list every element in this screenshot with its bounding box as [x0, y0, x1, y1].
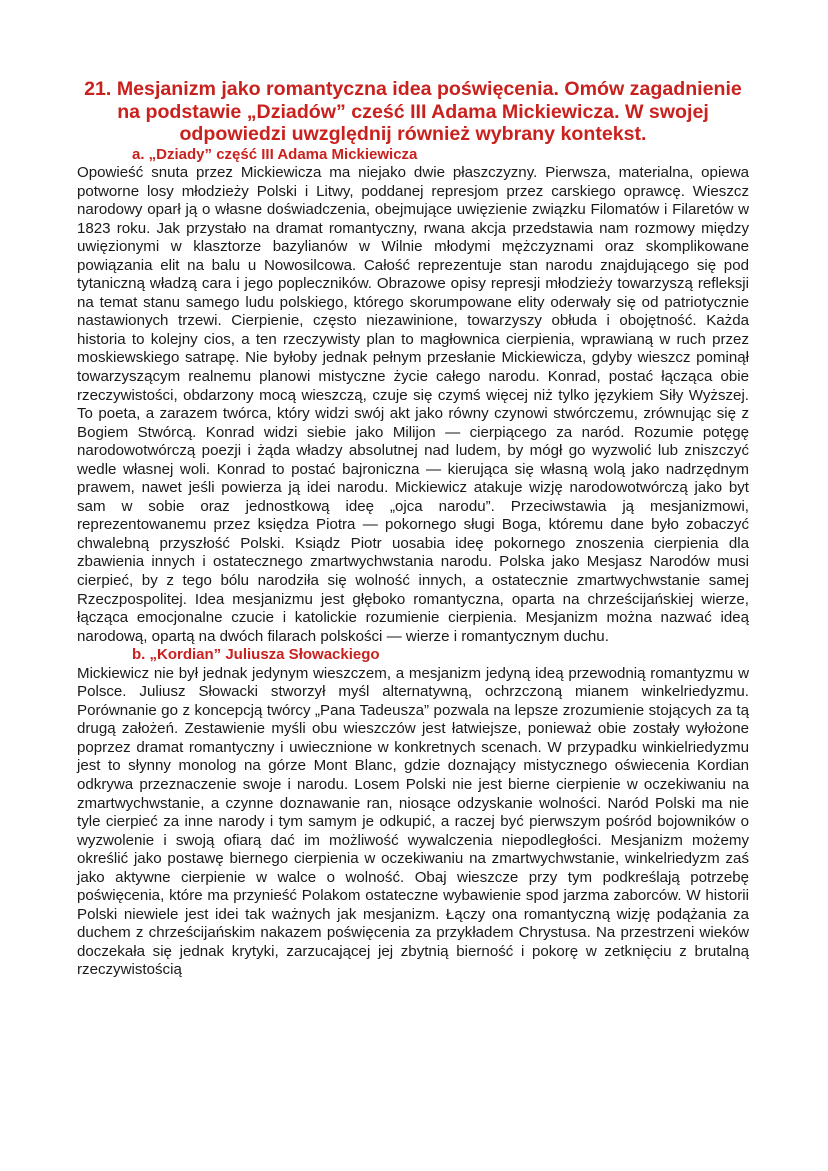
- document-title: 21. Mesjanizm jako romantyczna idea poświęcenia. Omów zagadnienie na podstawie „Dziadów” cześć III Adama Mickiewicza. W swojej odpowiedzi uwzględnij również wybrany kontekst.: [84, 78, 742, 145]
- section-heading-dziady: a. „Dziady” część III Adama Mickiewicza: [132, 145, 418, 163]
- section-body-dziady: Opowieść snuta przez Mickiewicza ma niejako dwie płaszczyzny. Pierwsza, materialna, opiewa potworne losy młodzieży Polski i Litwy, poddanej represjom przez carskiego oprawcę. Wieszcz narodowy oparł ją o własne doświadczenia, obejmujące uwięzienie związku Filomatów i Filaretów w 1823 roku. Jak przystało na dramat romantyczny, rwana akcja przedstawia nam rozmowy między uwięzionymi w klasztorze bazylianów w Wilnie młodymi mężczyznami oraz skomplikowane powiązania elit na balu u Nowosilcowa. Całość reprezentuje stan narodu znajdującego się pod tytaniczną władzą cara i jego popleczników. Obrazowe opisy represji młodzieży towarzyszą refleksji na temat stanu samego ludu polskiego, którego skorumpowane elity oderwały się od patriotycznie nastawionych trzewi. Cierpienie, często niezawinione, towarzyszy obłuda i obojętność. Każda historia to kolejny cios, a ten rzeczywisty plan to magłownica cierpienia, wprawianą w ruch przez moskiewskiego satrapę. Nie byłoby jednak pełnym przesłanie Mickiewicza, gdyby wieszcz pominął towarzyszącym realnemu planowi mistyczne życie całego narodu. Konrad, postać łącząca obie rzeczywistości, obdarzony mocą wieszczą, czuje się czymś więcej niż tylko językiem Siły Wyższej. To poeta, a zarazem twórca, który widzi swój akt jako równy czynowi stwórczemu, zrównując się z Bogiem Stwórcą. Konrad widzi siebie jako Milijon — cierpiącego za naród. Rozumie potęgę narodowotwórczą poezji i żąda władzy absolutnej nad ludem, by mógł go wyzwolić lub zniszczyć wedle własnej woli. Konrad to postać bajroniczna — kierująca się własną wolą jako nadrzędnym prawem, nawet jeśli powierza ją idei narodu. Mickiewicz atakuje wizję narodowotwórczą jako byt sam w sobie oraz jednostkową ideę „ojca narodu”. Przeciwstawia ją mesjanizmowi, reprezentowanemu przez księdza Piotra — pokornego sługi Boga, któremu dane było zobaczyć chwalebną przyszłość Polski. Ksiądz Piotr uosabia ideę pokornego znoszenia cierpienia dla zbawienia innych i ostatecznego zmartwychwstania narodu. Polska jako Mesjasz Narodów musi cierpieć, by z tego bólu narodziła się wolność innych, a ostatecznie zmartwychwstanie samej Rzeczpospolitej. Idea mesjanizmu jest głęboko romantyczna, oparta na chrześcijańskiej wierze, łącząca emocjonalne czucie i katolickie rozumienie cierpienia. Mesjanizm można nazwać ideą narodową, opartą na dwóch filarach polskości — wierze i romantycznym duchu.: [77, 164, 749, 645]
- section-body-kordian: Mickiewicz nie był jednak jedynym wieszczem, a mesjanizm jedyną ideą przewodnią romantyzmu w Polsce. Juliusz Słowacki stworzył myśl alternatywną, ochrzczoną mianem winkelriedyzmu. Porównanie go z koncepcją twórcy „Pana Tadeusza” pozwala na lepsze zrozumienie stojących za tą drugą założeń. Zestawienie myśli obu wieszczów jest łatwiejsze, ponieważ obie zostały wyłożone poprzez dramat romantyczny i uwiecznione w konkretnych scenach. W przypadku winkielriedyzmu jest to słynny monolog na górze Mont Blanc, gdzie doznający mistycznego oświecenia Kordian odkrywa przeznaczenie swoje i narodu. Losem Polski nie jest bierne cierpienie w oczekiwaniu na zmartwychwstanie, a czynne doznawanie ran, niosące odzyskanie wolności. Naród Polski ma nie tyle cierpieć za inne narody i tym samym je odkupić, a raczej być pierwszym pośród bojowników o wyzwolenie i swoją ofiarą dać im możliwość wywalczenia niepodległości. Mesjanizm możemy określić jako postawę biernego cierpienia w oczekiwaniu na zmartwychwstanie, winkelriedyzm zaś jako aktywne cierpienie w walce o wolność. Obaj wieszcze przy tym podkreślają potrzebę poświęcenia, które ma przynieść Polakom ostateczne wybawienie spod jarzma zaborców. W historii Polski niewiele jest idei tak ważnych jak mesjanizm. Łączy ona romantyczną wizję podążania za duchem z chrześcijańskim nakazem poświęcenia za przykładem Chrystusa. Na przestrzeni wieków doczekała się jednak krytyki, zarzucającej jej zbytnią bierność i pokorę w zetknięciu z brutalną rzeczywistością: [77, 664, 749, 979]
- document-page: [77, 78, 749, 980]
- section-heading-kordian: b. „Kordian” Juliusza Słowackiego: [132, 646, 380, 664]
